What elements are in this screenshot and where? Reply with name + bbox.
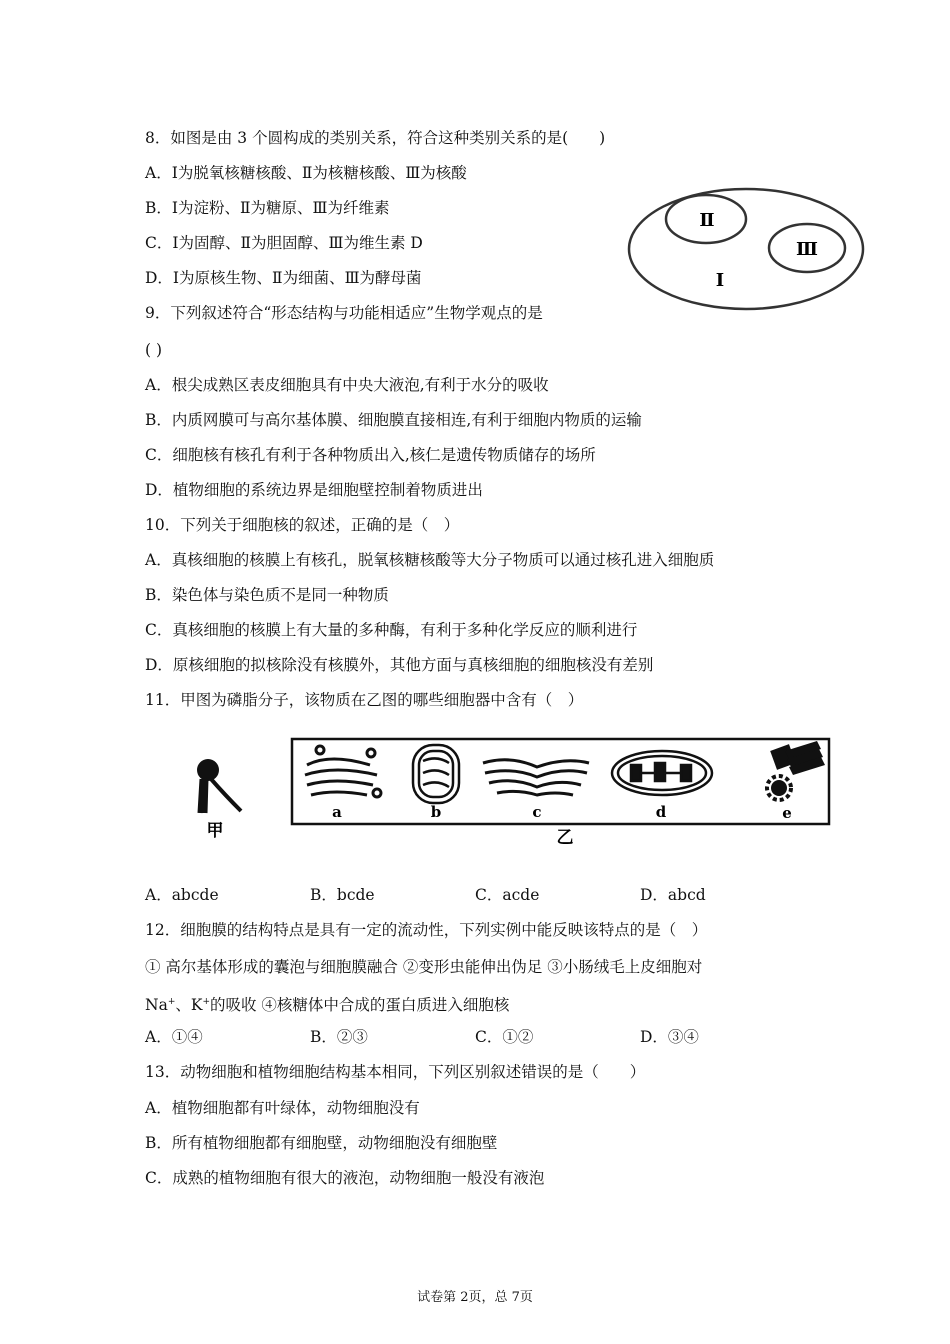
q10-option-d: D．原核细胞的拟核除没有核膜外，其他方面与真核细胞的细胞核没有差别	[145, 656, 654, 674]
q12-line2: ① 高尔基体形成的囊泡与细胞膜融合 ②变形虫能伸出伪足 ③小肠绒毛上皮细胞对	[145, 958, 703, 976]
label-a: a	[332, 803, 342, 821]
q9-stem: 9．下列叙述符合“形态结构与功能相适应”生物学观点的是	[145, 304, 543, 322]
q9-option-b: B．内质网膜可与高尔基体膜、细胞膜直接相连,有利于细胞内物质的运输	[145, 411, 642, 429]
q12-line3	[145, 992, 509, 1015]
q11-option-a: A．abcde	[145, 886, 219, 904]
q13-option-b: B．所有植物细胞都有细胞壁，动物细胞没有细胞壁	[145, 1134, 498, 1152]
centrosome	[767, 741, 825, 800]
golgi-apparatus	[305, 746, 381, 797]
mitochondrion	[413, 745, 459, 803]
q12-na: Na	[145, 996, 168, 1015]
q13-option-c: C．成熟的植物细胞有很大的液泡，动物细胞一般没有液泡	[145, 1169, 545, 1187]
q12-option-c: C．①②	[475, 1028, 534, 1046]
phospholipid-molecule	[197, 759, 241, 813]
q10-option-a: A．真核细胞的核膜上有核孔，脱氧核糖核酸等大分子物质可以通过核孔进入细胞质	[145, 551, 715, 569]
page-footer: 试卷第 2页，总 7页	[417, 1290, 533, 1305]
venn-outer-circle	[629, 189, 863, 309]
q11-option-d: D．abcd	[640, 886, 706, 904]
q11-option-b: B．bcde	[310, 886, 375, 904]
q9-paren: ( )	[145, 341, 163, 359]
q10-option-b: B．染色体与染色质不是同一种物质	[145, 586, 389, 604]
organelle-figure	[145, 733, 835, 851]
endoplasmic-reticulum	[483, 760, 589, 795]
label-c: c	[532, 803, 542, 821]
q8-option-b: B．Ⅰ为淀粉、Ⅱ为糖原、Ⅲ为纤维素	[145, 199, 390, 217]
q8-option-d: D．Ⅰ为原核生物、Ⅱ为细菌、Ⅲ为酵母菌	[145, 269, 422, 287]
q12-k: 、K	[175, 996, 203, 1015]
q10-stem: 10．下列关于细胞核的叙述，正确的是（ ）	[145, 516, 460, 534]
q12-na-charge: +	[167, 997, 176, 1007]
q12-line3-rest: 的吸收 ④核糖体中合成的蛋白质进入细胞核	[210, 996, 510, 1015]
q8-option-c: C．Ⅰ为固醇、Ⅱ为胆固醇、Ⅲ为维生素 D	[145, 234, 423, 252]
chloroplast	[612, 751, 712, 795]
q12-option-b: B．②③	[310, 1028, 368, 1046]
label-yi: 乙	[556, 828, 574, 848]
q8-option-a: A．Ⅰ为脱氧核糖核酸、Ⅱ为核糖核酸、Ⅲ为核酸	[145, 164, 467, 182]
q8-stem: 8．如图是由 3 个圆构成的类别关系，符合这种类别关系的是( )	[145, 129, 606, 147]
venn-label-3: Ⅲ	[796, 239, 818, 260]
q13-option-a: A．植物细胞都有叶绿体，动物细胞没有	[145, 1099, 420, 1117]
label-b: b	[430, 803, 442, 821]
q10-option-c: C．真核细胞的核膜上有大量的多种酶，有利于多种化学反应的顺利进行	[145, 621, 638, 639]
q9-option-a: A．根尖成熟区表皮细胞具有中央大液泡,有利于水分的吸收	[145, 376, 549, 394]
q12-k-charge: +	[202, 997, 210, 1007]
venn-label-1: Ⅰ	[715, 270, 725, 291]
q9-option-d: D．植物细胞的系统边界是细胞壁控制着物质进出	[145, 481, 483, 499]
q11-stem: 11．甲图为磷脂分子，该物质在乙图的哪些细胞器中含有（ ）	[145, 691, 584, 709]
q11-option-c: C．acde	[475, 886, 540, 904]
q12-option-d: D．③④	[640, 1028, 699, 1046]
q9-option-c: C．细胞核有核孔有利于各种物质出入,核仁是遗传物质储存的场所	[145, 446, 596, 464]
label-d: d	[655, 803, 667, 821]
venn-label-2: Ⅱ	[699, 210, 715, 231]
q12-stem: 12．细胞膜的结构特点是具有一定的流动性，下列实例中能反映该特点的是（ ）	[145, 921, 708, 939]
venn-diagram	[626, 186, 866, 316]
q13-stem: 13．动物细胞和植物细胞结构基本相同，下列区别叙述错误的是（ ）	[145, 1063, 646, 1081]
q12-option-a: A．①④	[145, 1028, 203, 1046]
label-jia: 甲	[206, 821, 224, 841]
label-e: e	[782, 804, 792, 822]
